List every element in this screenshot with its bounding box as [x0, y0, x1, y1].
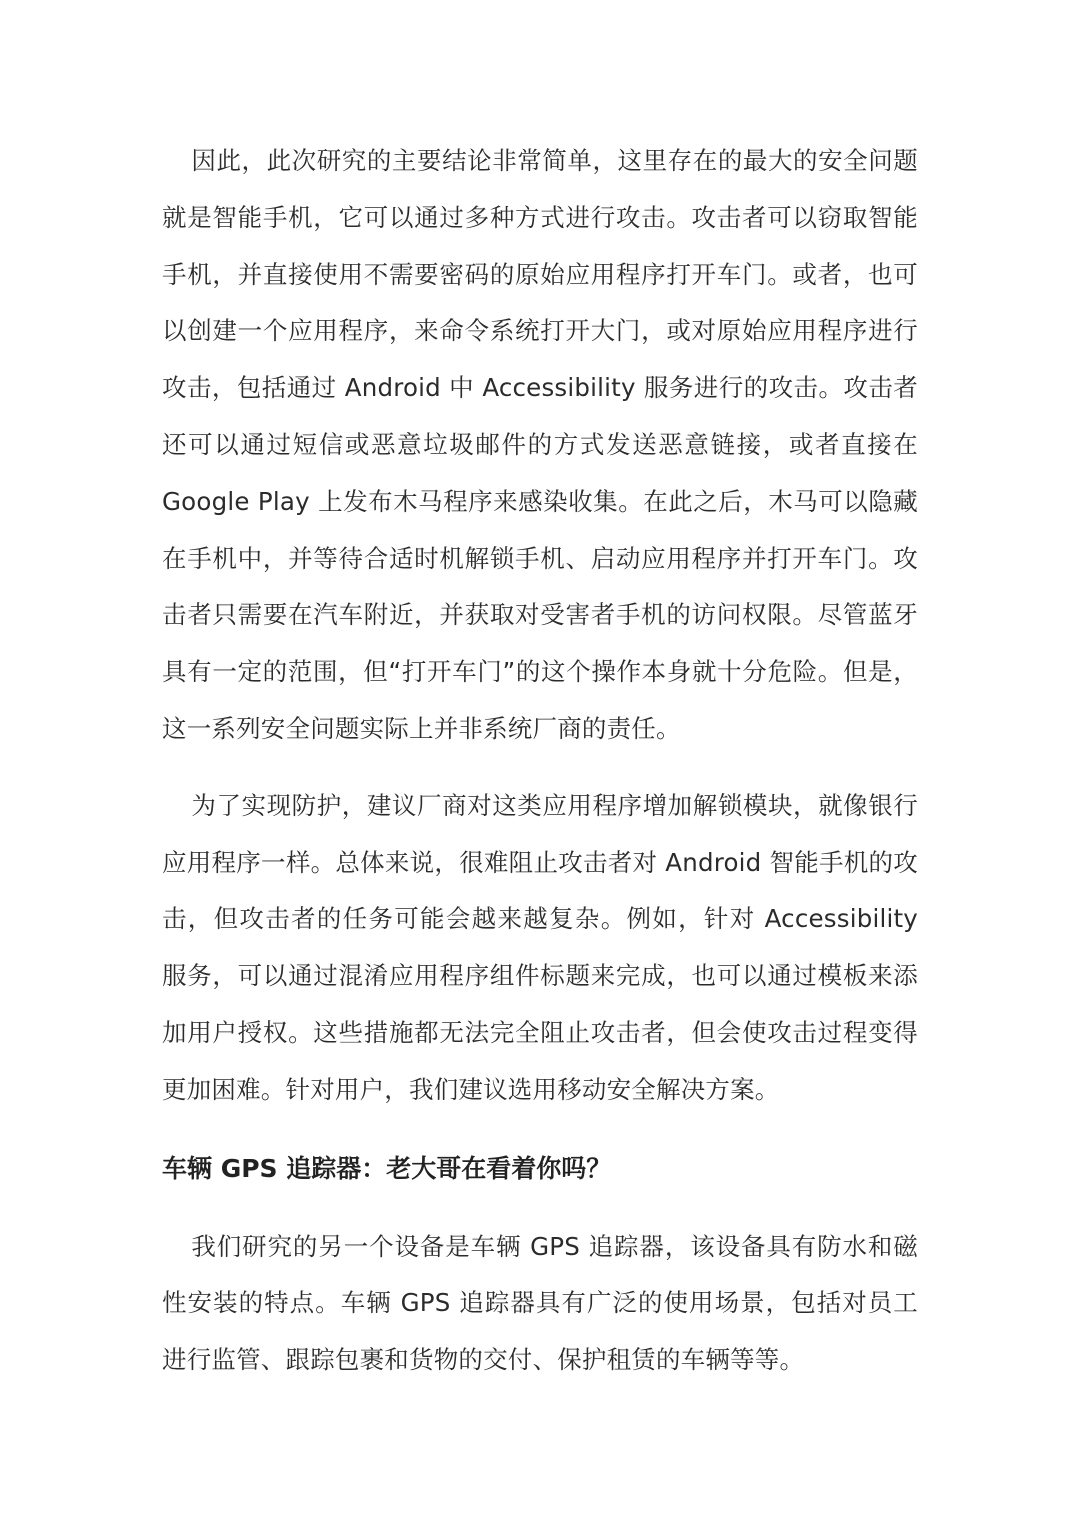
paragraph-smartphone-risks: 因此，此次研究的主要结论非常简单，这里存在的最大的安全问题就是智能手机，它可以通过多种方式进行攻击。攻击者可以窃取智能手机，并直接使用不需要密码的原始应用程序打开车门。或者，也可以创建一个应用程序，来命令系统打开大门，或对原始应用程序进行攻击，包括通过 Android 中 Accessibility 服务进行的攻击。攻击者还可以通过短信或恶意垃圾邮件的方式发送恶意链接，或者直接在 Google Play 上发布木马程序来感染收集。在此之后，木马可以隐藏在手机中，并等待合适时机解锁手机、启动应用程序并打开车门。攻击者只需要在汽车附近，并获取对受害者手机的访问权限。尽管蓝牙具有一定的范围，但“打开车门”的这个操作本身就十分危险。但是，这一系列安全问题实际上并非系统厂商的责任。: [162, 146, 918, 743]
paragraph-gps-tracker-intro: 我们研究的另一个设备是车辆 GPS 追踪器，该设备具有防水和磁性安装的特点。车辆 GPS 追踪器具有广泛的使用场景，包括对员工进行监管、跟踪包裹和货物的交付、保护租赁的车辆等等。: [162, 1231, 918, 1375]
article-body: [162, 133, 918, 1389]
section-heading-gps-tracker: 车辆 GPS 追踪器：老大哥在看着你吗？: [162, 1153, 612, 1183]
paragraph-protection-advice: 为了实现防护，建议厂商对这类应用程序增加解锁模块，就像银行应用程序一样。总体来说，很难阻止攻击者对 Android 智能手机的攻击，但攻击者的任务可能会越来越复杂。例如，针对 Accessibility 服务，可以通过混淆应用程序组件标题来完成，也可以通过模板来添加用户授权。这些措施都无法完全阻止攻击者，但会使攻击过程变得更加困难。针对用户，我们建议选用移动安全解决方案。: [162, 790, 918, 1104]
